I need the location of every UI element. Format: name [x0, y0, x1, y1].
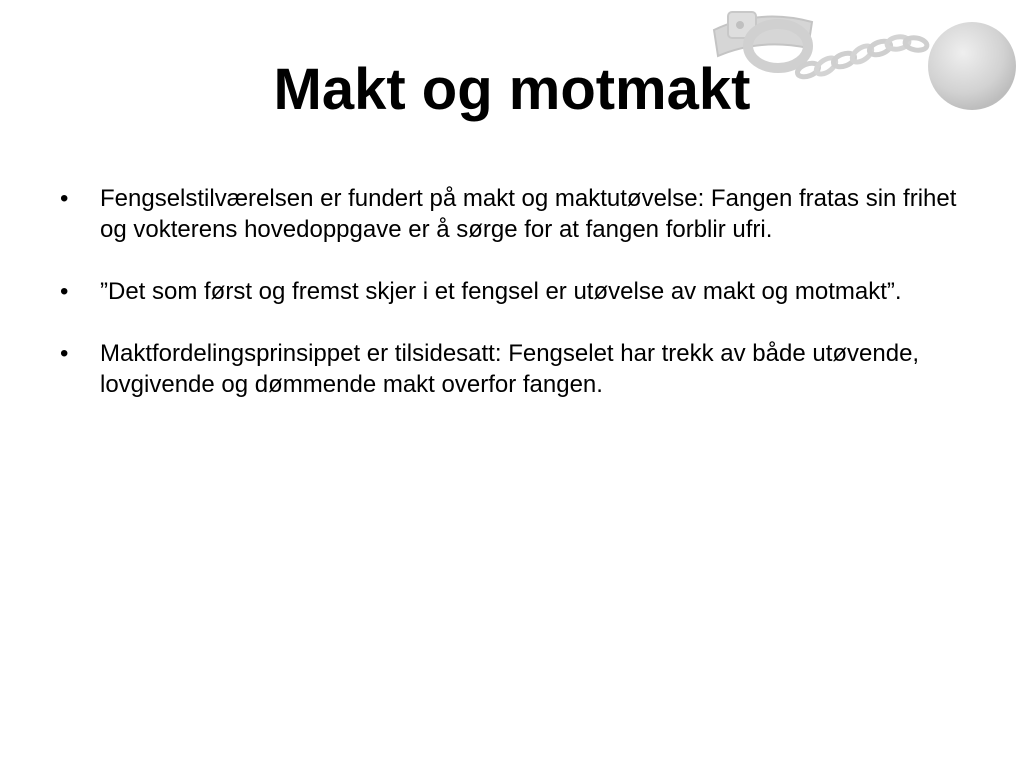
bullet-text: ”Det som først og fremst skjer i et fengsel er utøvelse av makt og motmakt”. — [100, 278, 902, 305]
bullet-list — [60, 183, 980, 431]
bullet-item — [60, 338, 980, 400]
bullet-text: Fengselstilværelsen er fundert på makt og maktutøvelse: Fangen fratas sin frihet og vokterens hovedoppgave er å sørge for at fangen forblir ufri. — [100, 185, 957, 243]
bullet-text: Maktfordelingsprinsippet er tilsidesatt: Fengselet har trekk av både utøvende, lovgivende og dømmende makt overfor fangen. — [100, 340, 920, 398]
bullet-marker: • — [60, 185, 69, 212]
bullet-marker: • — [60, 278, 69, 305]
bullet-item — [60, 276, 980, 307]
bullet-marker: • — [60, 340, 69, 367]
slide-title: Makt og motmakt — [273, 57, 751, 122]
bullet-item — [60, 183, 980, 245]
